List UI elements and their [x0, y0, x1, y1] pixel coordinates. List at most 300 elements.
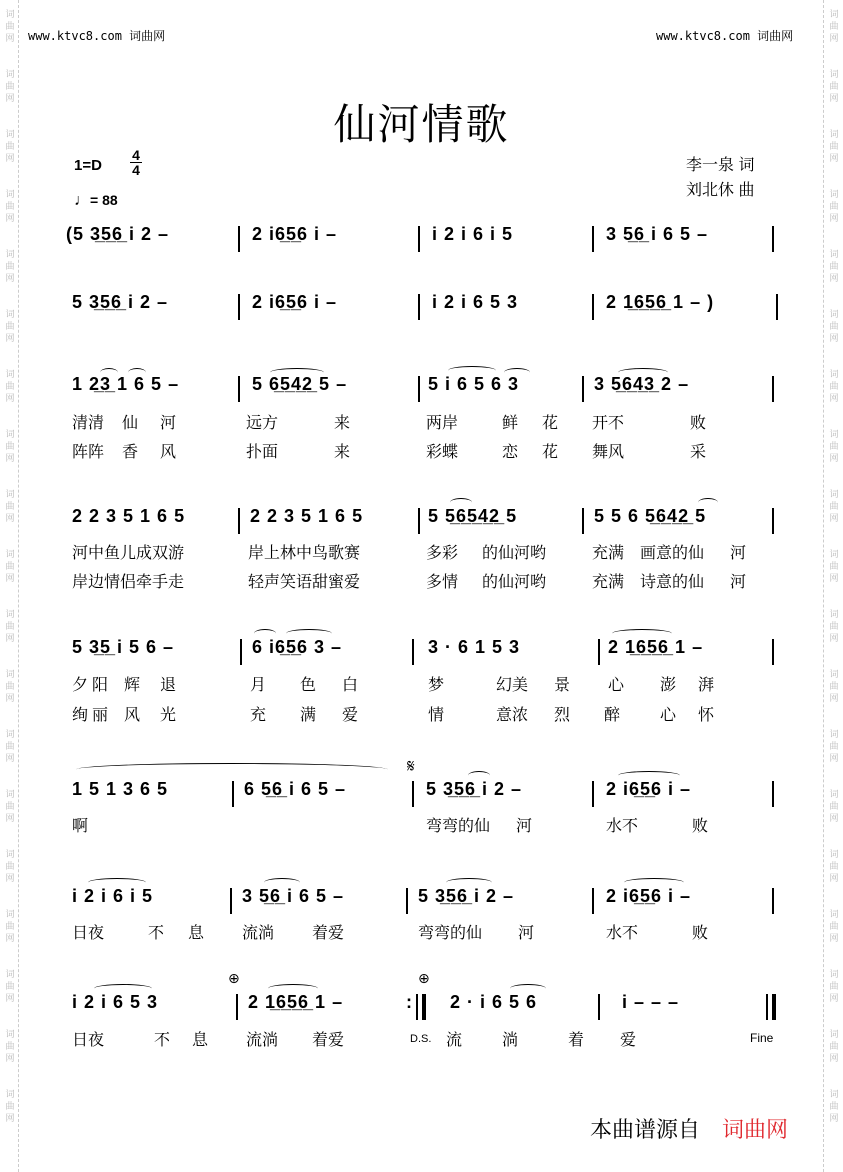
lyric: 色	[300, 677, 317, 694]
watermark-glyph: 曲	[829, 141, 839, 151]
watermark-glyph: 词	[5, 849, 15, 859]
key-signature: 1=D	[74, 157, 102, 174]
lyric: 轻声笑语甜蜜爱	[248, 574, 361, 591]
lyric: 澎	[660, 677, 677, 694]
watermark-glyph: 词	[829, 9, 839, 19]
lyric: 河中鱼儿成双游	[72, 545, 185, 562]
watermark-glyph: 网	[5, 333, 15, 343]
edge-watermark	[827, 1028, 841, 1064]
lyric: 白	[342, 677, 359, 694]
watermark-glyph: 词	[829, 69, 839, 79]
lyric: 日夜	[72, 1032, 105, 1049]
lyric: 河	[730, 574, 747, 591]
measure-1-1: (5 3̲5̲6̲ i 2 –	[66, 224, 170, 244]
measure-4-1: 2 2 3 5 1 6 5	[72, 506, 186, 526]
lyric: 多情	[426, 574, 459, 591]
lyric: 恋	[502, 444, 519, 461]
source-brand-link[interactable]: 词曲网	[722, 1117, 789, 1142]
measure-2-3: i 2 i 6 5 3	[432, 292, 519, 312]
barline	[418, 294, 420, 320]
watermark-glyph: 曲	[829, 561, 839, 571]
edge-watermark	[3, 428, 17, 464]
barline	[772, 376, 774, 402]
watermark-glyph: 词	[5, 729, 15, 739]
watermark-glyph: 词	[829, 849, 839, 859]
watermark-glyph: 曲	[829, 501, 839, 511]
watermark-glyph: 网	[829, 33, 839, 43]
measure-3-2: 5 6̲5̲4̲2̲ 5 –	[252, 374, 348, 394]
watermark-glyph: 词	[829, 669, 839, 679]
watermark-glyph: 词	[5, 69, 15, 79]
barline	[592, 294, 594, 320]
watermark-glyph: 词	[829, 1029, 839, 1039]
barline	[582, 508, 584, 534]
repeat-dots-icon: :	[406, 992, 412, 1012]
lyric: 烈	[554, 707, 571, 724]
barline	[592, 226, 594, 252]
watermark-glyph: 词	[5, 909, 15, 919]
watermark-glyph: 网	[5, 33, 15, 43]
watermark-glyph: 曲	[829, 441, 839, 451]
watermark-glyph: 网	[829, 1053, 839, 1063]
watermark-glyph: 网	[829, 1113, 839, 1123]
watermark-glyph: 网	[5, 213, 15, 223]
watermark-glyph: 曲	[5, 321, 15, 331]
edge-watermark	[3, 848, 17, 884]
coda-icon: ⊕	[228, 970, 240, 986]
watermark-glyph: 曲	[5, 501, 15, 511]
watermark-glyph: 词	[829, 969, 839, 979]
watermark-glyph: 词	[5, 429, 15, 439]
watermark-glyph: 词	[829, 549, 839, 559]
measure-2-4: 2 1̲6̲5̲6̲ 1 – )	[606, 292, 715, 312]
watermark-glyph: 网	[829, 813, 839, 823]
watermark-glyph: 网	[829, 633, 839, 643]
lyric: 意浓	[496, 707, 529, 724]
watermark-glyph: 网	[829, 873, 839, 883]
lyric: 河	[516, 818, 533, 835]
barline	[772, 781, 774, 807]
lyric: 画意的仙	[640, 545, 705, 562]
lyric: 淌	[502, 1032, 519, 1049]
watermark-glyph: 网	[5, 93, 15, 103]
lyric: 河	[730, 545, 747, 562]
measure-5-2: 6 i6̲5̲6 3 –	[252, 637, 343, 657]
watermark-glyph: 曲	[5, 21, 15, 31]
lyric: 夕	[72, 677, 89, 694]
coda-icon: ⊕	[418, 970, 430, 986]
measure-6-3: 5 3̲5̲6̲ i 2 –	[426, 779, 523, 799]
watermark-glyph: 词	[829, 489, 839, 499]
watermark-glyph: 网	[829, 333, 839, 343]
measure-2-2: 2 i6̲5̲6 i –	[252, 292, 338, 312]
lyric: 香	[122, 444, 139, 461]
barline	[232, 781, 234, 807]
measure-7-2: 3 5̲6̲ i 6 5 –	[242, 886, 345, 906]
lyric: 风	[160, 444, 177, 461]
lyric: 辉	[124, 677, 141, 694]
watermark-glyph: 词	[5, 129, 15, 139]
watermark-glyph: 曲	[829, 321, 839, 331]
watermark-glyph: 词	[5, 249, 15, 259]
lyric: 弯弯的仙	[418, 925, 483, 942]
barline	[592, 888, 594, 914]
watermark-glyph: 曲	[5, 381, 15, 391]
lyric: 着爱	[312, 925, 345, 942]
composer-credit: 刘北休 曲	[686, 182, 755, 199]
measure-4-2: 2 2 3 5 1 6 5	[250, 506, 364, 526]
edge-watermark	[3, 548, 17, 584]
lyric: 心	[608, 677, 625, 694]
watermark-glyph: 曲	[5, 1101, 15, 1111]
barline	[776, 294, 778, 320]
lyric: 情	[428, 707, 445, 724]
lyric: 丽	[92, 707, 109, 724]
measure-6-4: 2 i6̲5̲6 i –	[606, 779, 692, 799]
edge-watermark	[3, 1028, 17, 1064]
edge-watermark	[3, 668, 17, 704]
watermark-glyph: 网	[829, 93, 839, 103]
lyric: 采	[690, 444, 707, 461]
site-url-left[interactable]: www.ktvc8.com 词曲网	[28, 29, 166, 43]
lyric: 流	[446, 1032, 463, 1049]
lyric: 败	[692, 925, 709, 942]
barline	[230, 888, 232, 914]
lyric: 阳	[92, 677, 109, 694]
final-barline-thick	[772, 994, 776, 1020]
barline	[772, 888, 774, 914]
lyric: 风	[124, 707, 141, 724]
measure-3-1: 1 2̲3̲ 1 6 5 –	[72, 374, 180, 394]
watermark-glyph: 网	[5, 393, 15, 403]
watermark-glyph: 曲	[5, 861, 15, 871]
barline	[238, 226, 240, 252]
score-row-6	[0, 779, 843, 811]
watermark-glyph: 网	[5, 993, 15, 1003]
barline	[772, 226, 774, 252]
edge-watermark	[827, 1088, 841, 1124]
lyric: 阵阵	[72, 444, 105, 461]
watermark-glyph: 词	[5, 9, 15, 19]
watermark-glyph: 曲	[5, 681, 15, 691]
lyric: 河	[160, 415, 177, 432]
score-row-4	[0, 506, 843, 538]
watermark-glyph: 网	[829, 693, 839, 703]
watermark-glyph: 曲	[829, 861, 839, 871]
lyric: 湃	[698, 677, 715, 694]
measure-7-4: 2 i6̲5̲6 i –	[606, 886, 692, 906]
lyric: 两岸	[426, 415, 459, 432]
lyric: 怀	[698, 707, 715, 724]
lyric: 梦	[428, 677, 445, 694]
watermark-glyph: 网	[5, 453, 15, 463]
barline	[416, 994, 418, 1020]
lyric: 爱	[342, 707, 359, 724]
watermark-glyph: 词	[5, 369, 15, 379]
fine-marking: Fine	[750, 1031, 774, 1045]
lyric: 满	[300, 707, 317, 724]
lyric: 心	[660, 707, 677, 724]
watermark-glyph: 词	[5, 309, 15, 319]
lyric: 远方	[246, 415, 279, 432]
barline	[238, 294, 240, 320]
watermark-glyph: 词	[829, 729, 839, 739]
score-row-1	[0, 224, 843, 256]
watermark-glyph: 网	[5, 633, 15, 643]
measure-8-3: 2 · i 6 5 6	[450, 992, 538, 1012]
watermark-glyph: 曲	[829, 801, 839, 811]
barline	[598, 994, 600, 1020]
source-text: 本曲谱源自	[590, 1117, 701, 1142]
final-barline-thin	[766, 994, 768, 1020]
lyric: 充满	[592, 574, 625, 591]
lyric: 息	[192, 1032, 209, 1049]
source-footer	[590, 1113, 788, 1144]
lyric: 岸边情侣牵手走	[72, 574, 185, 591]
measure-8-4: i – – –	[622, 992, 680, 1012]
watermark-glyph: 网	[829, 513, 839, 523]
measure-5-3: 3 · 6 1 5 3	[428, 637, 521, 657]
lyric: 退	[160, 677, 177, 694]
lyric: 月	[250, 677, 267, 694]
lyric: 舞风	[592, 444, 625, 461]
watermark-glyph: 网	[5, 873, 15, 883]
edge-watermark	[827, 428, 841, 464]
score-row-2	[0, 292, 843, 324]
edge-watermark	[827, 188, 841, 224]
watermark-glyph: 词	[829, 309, 839, 319]
barline	[412, 639, 414, 665]
measure-5-4: 2 1̲6̲5̲6̲ 1 –	[608, 637, 704, 657]
tempo-value: = 88	[90, 192, 118, 208]
watermark-glyph: 曲	[829, 21, 839, 31]
lyric: 幻美	[496, 677, 529, 694]
watermark-glyph: 曲	[5, 141, 15, 151]
watermark-glyph: 网	[5, 933, 15, 943]
watermark-glyph: 曲	[5, 441, 15, 451]
watermark-glyph: 网	[829, 273, 839, 283]
barline	[406, 888, 408, 914]
measure-1-2: 2 i6̲5̲6 i –	[252, 224, 338, 244]
barline-thick	[422, 994, 426, 1020]
watermark-glyph: 网	[829, 153, 839, 163]
watermark-glyph: 词	[829, 369, 839, 379]
lyric: 光	[160, 707, 177, 724]
watermark-glyph: 词	[5, 669, 15, 679]
lyric: 来	[334, 444, 351, 461]
watermark-glyph: 词	[829, 909, 839, 919]
lyric: 诗意的仙	[640, 574, 705, 591]
lyric: 花	[542, 444, 559, 461]
lyric: 岸上林中鸟歌赛	[248, 545, 361, 562]
watermark-glyph: 曲	[5, 81, 15, 91]
watermark-glyph: 网	[5, 573, 15, 583]
watermark-glyph: 曲	[829, 381, 839, 391]
lyric: 息	[188, 925, 205, 942]
lyric: 着爱	[312, 1032, 345, 1049]
measure-6-1: 1 5 1 3 6 5	[72, 779, 169, 799]
barline	[418, 376, 420, 402]
lyric: 充满	[592, 545, 625, 562]
watermark-glyph: 曲	[829, 201, 839, 211]
measure-4-3: 5 5̲6̲5̲4̲2̲ 5	[428, 506, 518, 526]
edge-watermark	[3, 8, 17, 44]
barline	[598, 639, 600, 665]
edge-watermark	[3, 728, 17, 764]
measure-7-3: 5 3̲5̲6̲ i 2 –	[418, 886, 515, 906]
measure-1-4: 3 5̲6̲ i 6 5 –	[606, 224, 709, 244]
edge-watermark	[827, 668, 841, 704]
lyric: 鲜	[502, 415, 519, 432]
measure-7-1: i 2 i 6 i 5	[72, 886, 154, 906]
watermark-glyph: 曲	[829, 921, 839, 931]
watermark-glyph: 曲	[5, 621, 15, 631]
watermark-glyph: 词	[829, 429, 839, 439]
song-title: 仙河情歌	[333, 101, 510, 148]
lyric: 着	[568, 1032, 585, 1049]
watermark-glyph: 网	[5, 1053, 15, 1063]
barline	[236, 994, 238, 1020]
watermark-glyph: 词	[5, 969, 15, 979]
watermark-glyph: 曲	[829, 981, 839, 991]
time-signature	[130, 148, 142, 177]
segno-icon: 𝄋	[407, 756, 415, 776]
watermark-glyph: 曲	[829, 681, 839, 691]
watermark-glyph: 曲	[5, 201, 15, 211]
watermark-glyph: 网	[5, 153, 15, 163]
watermark-glyph: 网	[829, 453, 839, 463]
watermark-glyph: 词	[5, 1089, 15, 1099]
watermark-glyph: 曲	[5, 261, 15, 271]
watermark-glyph: 网	[5, 753, 15, 763]
quarter-note-icon: ♩	[74, 192, 90, 209]
lyric: 充	[250, 707, 267, 724]
measure-8-1: i 2 i 6 5 3	[72, 992, 159, 1012]
watermark-glyph: 词	[5, 1029, 15, 1039]
measure-5-1: 5 3̲5̲ i 5 6 –	[72, 637, 175, 657]
lyric: 多彩	[426, 545, 459, 562]
measure-4-4: 5 5 6 5̲6̲4̲2̲ 5	[594, 506, 707, 526]
measure-1-3: i 2 i 6 i 5	[432, 224, 514, 244]
watermark-glyph: 网	[829, 213, 839, 223]
watermark-glyph: 网	[5, 273, 15, 283]
edge-watermark	[827, 8, 841, 44]
lyric: 日夜	[72, 925, 105, 942]
time-signature-bottom: 4	[132, 162, 140, 178]
lyric: 流淌	[242, 925, 275, 942]
slur	[76, 763, 388, 776]
lyric: 绚	[72, 707, 89, 724]
lyric: 景	[554, 677, 571, 694]
ds-marking: D.S.	[410, 1033, 432, 1045]
watermark-glyph: 词	[829, 189, 839, 199]
watermark-glyph: 网	[829, 573, 839, 583]
lyric: 清清	[72, 415, 105, 432]
barline	[238, 508, 240, 534]
lyric: 爱	[620, 1032, 637, 1049]
lyric: 仙	[122, 415, 139, 432]
lyric: 彩蝶	[426, 444, 459, 461]
lyric: 不	[154, 1032, 171, 1049]
watermark-glyph: 词	[829, 1089, 839, 1099]
watermark-glyph: 网	[829, 933, 839, 943]
edge-watermark	[827, 728, 841, 764]
barline	[772, 639, 774, 665]
watermark-glyph: 词	[5, 489, 15, 499]
barline	[582, 376, 584, 402]
watermark-glyph: 曲	[829, 741, 839, 751]
score-row-3	[0, 374, 843, 406]
watermark-glyph: 网	[5, 813, 15, 823]
barline	[412, 781, 414, 807]
lyric: 河	[518, 925, 535, 942]
lyric: 开不	[592, 415, 625, 432]
lyric: 流淌	[246, 1032, 279, 1049]
watermark-glyph: 曲	[829, 261, 839, 271]
lyric: 败	[692, 818, 709, 835]
measure-3-4: 3 5̲6̲4̲3̲ 2 –	[594, 374, 690, 394]
watermark-glyph: 词	[5, 549, 15, 559]
lyric: 的仙河哟	[482, 574, 547, 591]
measure-8-2: 2 1̲6̲5̲6̲ 1 –	[248, 992, 344, 1012]
watermark-glyph: 网	[829, 393, 839, 403]
watermark-glyph: 曲	[5, 981, 15, 991]
score-row-5	[0, 637, 843, 669]
lyric: 败	[690, 415, 707, 432]
time-signature-top: 4	[132, 147, 140, 163]
score-row-7	[0, 886, 843, 918]
lyricist-credit: 李一泉 词	[686, 157, 755, 174]
edge-watermark	[827, 848, 841, 884]
barline	[772, 508, 774, 534]
barline	[418, 508, 420, 534]
lyric: 不	[148, 925, 165, 942]
lyric: 来	[334, 415, 351, 432]
watermark-glyph: 词	[5, 609, 15, 619]
lyric: 水不	[606, 818, 639, 835]
watermark-glyph: 曲	[5, 921, 15, 931]
watermark-glyph: 词	[5, 789, 15, 799]
watermark-glyph: 词	[829, 249, 839, 259]
watermark-glyph: 曲	[5, 1041, 15, 1051]
lyric: 啊	[72, 818, 89, 835]
edge-watermark	[3, 188, 17, 224]
lyric: 的仙河哟	[482, 545, 547, 562]
watermark-glyph: 曲	[5, 741, 15, 751]
measure-2-1: 5 3̲5̲6̲ i 2 –	[72, 292, 169, 312]
watermark-glyph: 词	[829, 129, 839, 139]
barline	[418, 226, 420, 252]
lyric: 扑面	[246, 444, 279, 461]
watermark-glyph: 曲	[829, 81, 839, 91]
watermark-glyph: 曲	[829, 1101, 839, 1111]
lyric: 醉	[604, 707, 621, 724]
watermark-glyph: 网	[829, 993, 839, 1003]
barline	[240, 639, 242, 665]
watermark-glyph: 曲	[5, 561, 15, 571]
watermark-glyph: 网	[5, 1113, 15, 1123]
site-url-right[interactable]: www.ktvc8.com 词曲网	[656, 29, 794, 43]
measure-6-2: 6 5̲6̲ i 6 5 –	[244, 779, 347, 799]
barline	[592, 781, 594, 807]
watermark-glyph: 网	[5, 693, 15, 703]
score-row-8	[0, 992, 843, 1024]
watermark-glyph: 词	[5, 189, 15, 199]
edge-watermark	[3, 1088, 17, 1124]
tempo-marking	[74, 192, 118, 210]
lyric: 弯弯的仙	[426, 818, 491, 835]
watermark-glyph: 曲	[829, 1041, 839, 1051]
